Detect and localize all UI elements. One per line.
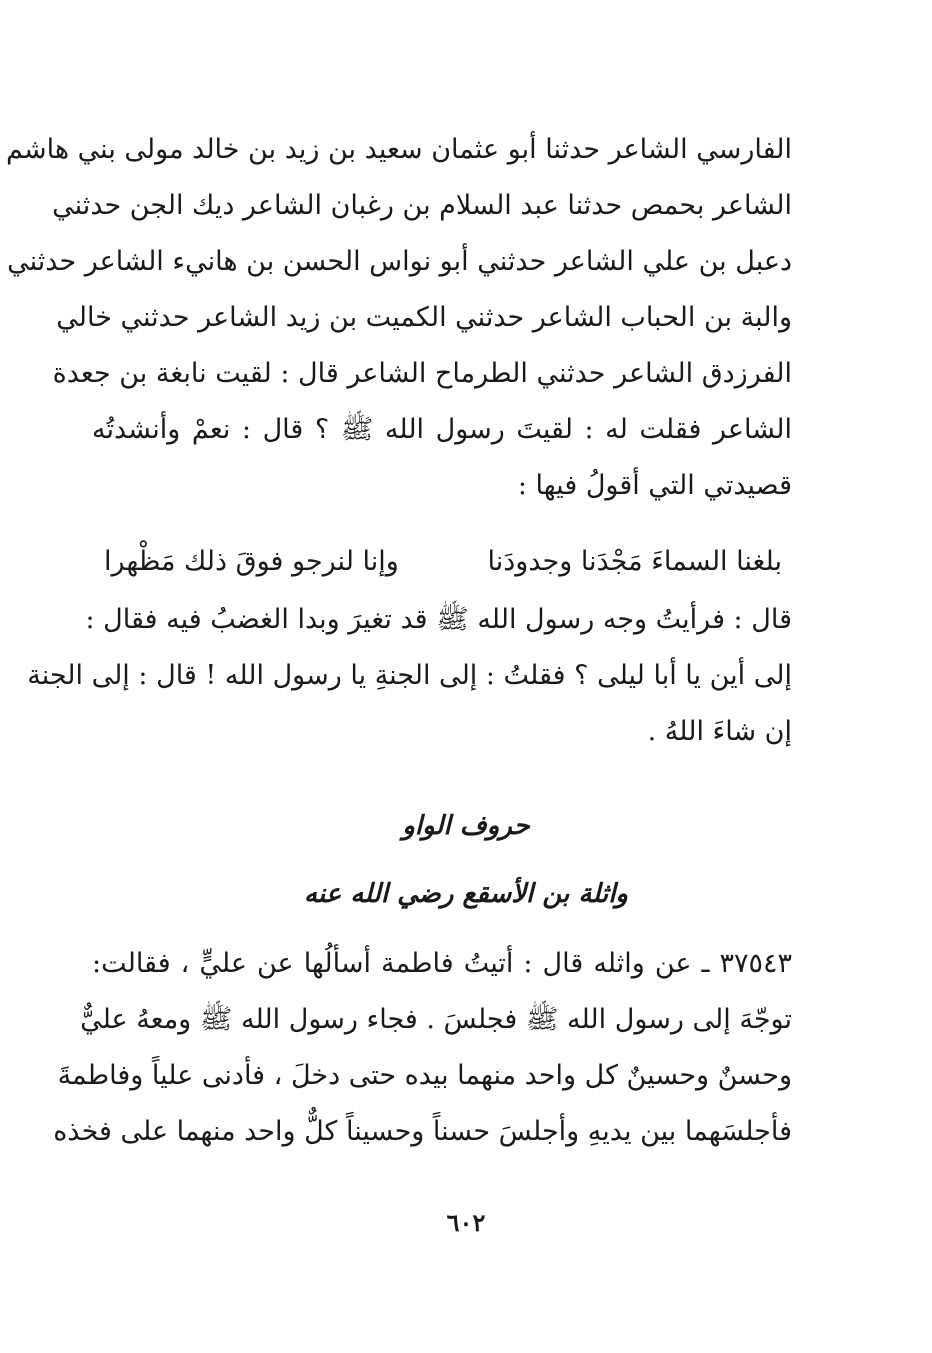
text-line: قال : فرأيتُ وجه رسول الله ﷺ قد تغيرَ وبدا الغضبُ فيه فقال : xyxy=(85,604,792,635)
poetry-verse xyxy=(92,536,792,588)
text-line: ٣٧٥٤٣ ـ عن واثله قال : أتيتُ فاطمة أسألُها عن عليٍّ ، فقالت: xyxy=(92,948,792,979)
paragraph-prophet-response xyxy=(27,594,792,764)
text-line: توجّهَ إلى رسول الله ﷺ فجلسَ . فجاء رسول الله ﷺ ومعهُ عليٌّ xyxy=(80,1004,792,1035)
verse-second-hemistich: وإنا لنرجو فوقَ ذلك مَظْهرا xyxy=(104,546,399,577)
text-line: الشاعر فقلت له : لقيتَ رسول الله ﷺ ؟ قال : نعمْ وأنشدتُه xyxy=(92,414,792,445)
text-line: فأجلسَهما بين يديهِ وأجلسَ حسناً وحسيناً كلٌّ واحد منهما على فخذه xyxy=(53,1116,792,1147)
paragraph-chain-of-narrators xyxy=(6,124,792,504)
text-line: والبة بن الحباب الشاعر حدثني الكميت بن زيد الشاعر حدثني خالي xyxy=(56,302,792,333)
text-line: إلى أين يا أبا ليلى ؟ فقلتُ : إلى الجنةِ يا رسول الله ! قال : إلى الجنة xyxy=(27,660,792,691)
page-number: ٦٠٢ xyxy=(446,1208,486,1237)
text-line: وحسنٌ وحسينٌ كل واحد منهما بيده حتى دخلَ ، فأدنى علياً وفاطمةَ xyxy=(57,1060,792,1091)
text-line: دعبل بن علي الشاعر حدثني أبو نواس الحسن بن هانيء الشاعر حدثني xyxy=(7,246,792,277)
verse-first-hemistich: بلغنا السماءَ مَجْدَنا وجدودَنا xyxy=(487,546,782,577)
text-line: الشاعر بحمص حدثنا عبد السلام بن رغبان الشاعر ديك الجن حدثني xyxy=(52,190,792,221)
text-line: إن شاءَ اللهُ . xyxy=(647,716,792,747)
text-line: الفرزدق الشاعر حدثني الطرماح الشاعر قال : لقيت نابغة بن جعدة xyxy=(52,358,792,389)
section-heading: حروف الواو xyxy=(402,811,530,841)
text-line: الفارسي الشاعر حدثنا أبو عثمان سعيد بن زيد بن خالد مولى بني هاشم xyxy=(6,134,792,165)
text-line: قصيدتي التي أقولُ فيها : xyxy=(517,470,792,501)
subsection-heading: واثلة بن الأسقع رضي الله عنه xyxy=(304,879,628,909)
paragraph-hadith-37543 xyxy=(53,938,792,1168)
